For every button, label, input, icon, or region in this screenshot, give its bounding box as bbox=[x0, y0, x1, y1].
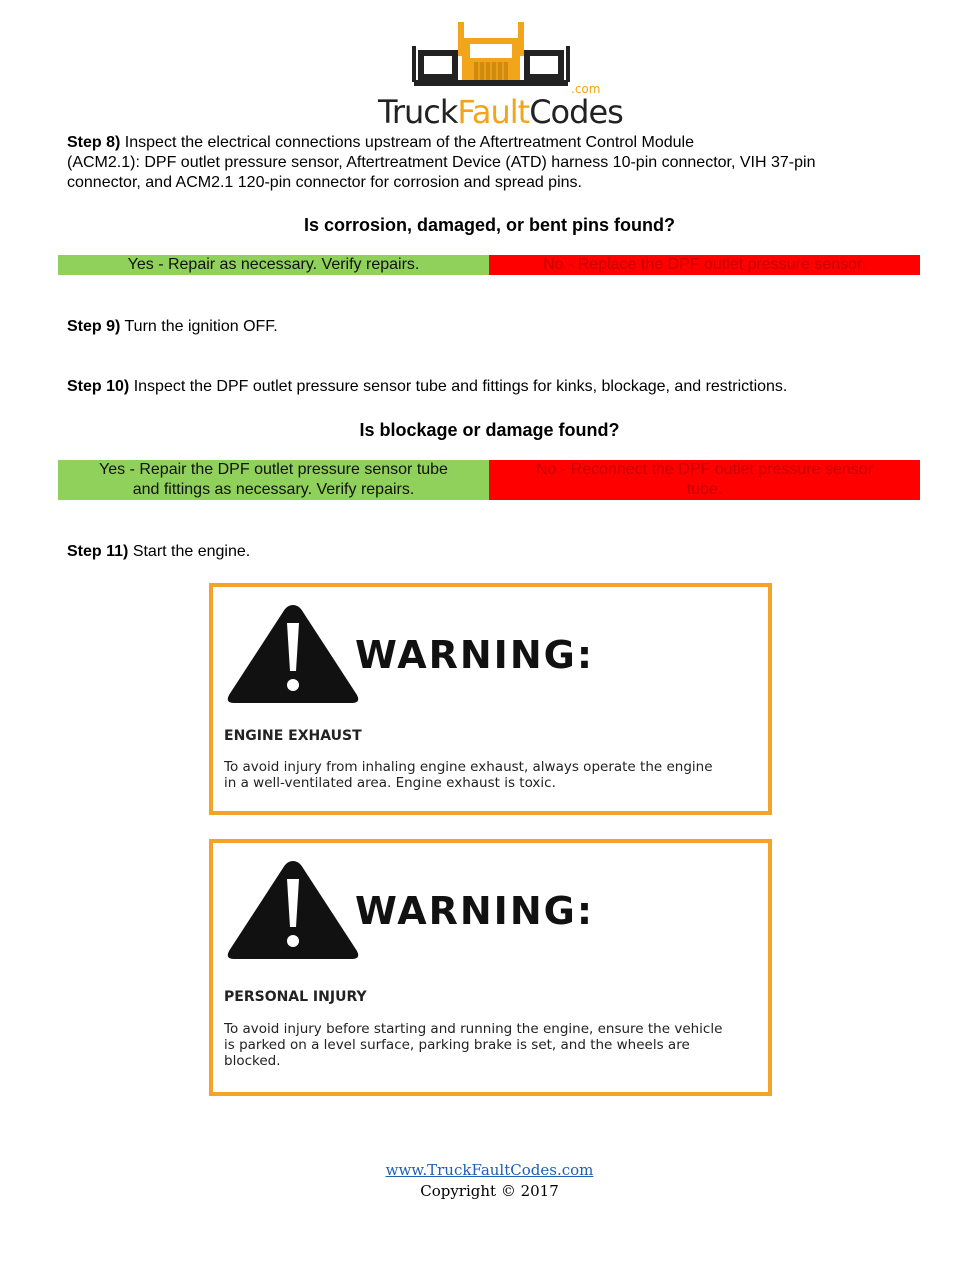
step-10-text: Inspect the DPF outlet pressure sensor tube and fittings for kinks, blockage, and restrictions. bbox=[133, 378, 788, 395]
step-9-paragraph bbox=[67, 317, 927, 337]
answer-2-yes-line-2: and fittings as necessary. Verify repairs. bbox=[132, 481, 415, 498]
warning-1-heading: ENGINE EXHAUST bbox=[224, 728, 362, 744]
answer-1-no: No - Replace the DPF outlet pressure sensor. bbox=[489, 255, 920, 275]
step-11-paragraph bbox=[67, 542, 927, 562]
answer-2-no-line-2: tube. bbox=[686, 481, 723, 498]
warning-2-line-2: is parked on a level surface, parking brake is set, and the wheels are bbox=[224, 1037, 690, 1053]
step-8-line-1: Inspect the electrical connections upstream of the Aftertreatment Control Module bbox=[124, 134, 694, 151]
footer-website-link[interactable]: www.TruckFaultCodes.com bbox=[385, 1161, 594, 1179]
warning-2-title: WARNING: bbox=[355, 889, 595, 933]
footer bbox=[0, 1160, 979, 1202]
warning-2-body bbox=[224, 1021, 754, 1069]
answers-1 bbox=[58, 255, 920, 275]
step-10-label: Step 10) bbox=[67, 378, 130, 395]
warning-triangle-icon bbox=[223, 599, 363, 709]
answers-2 bbox=[58, 460, 920, 500]
question-1: Is corrosion, damaged, or bent pins found? bbox=[303, 215, 676, 235]
step-8-label: Step 8) bbox=[67, 134, 121, 151]
warning-1-line-2: in a well-ventilated area. Engine exhaust is toxic. bbox=[224, 775, 556, 791]
step-10-paragraph bbox=[67, 377, 927, 397]
step-11-label: Step 11) bbox=[67, 543, 129, 560]
step-8-paragraph bbox=[67, 133, 927, 193]
answer-2-yes bbox=[58, 460, 489, 500]
truck-fault-codes-logo bbox=[378, 18, 623, 131]
warning-1-body bbox=[224, 759, 754, 791]
answer-2-no bbox=[489, 460, 920, 500]
answer-2-yes-line-1: Yes - Repair the DPF outlet pressure sensor tube bbox=[99, 461, 448, 478]
warning-triangle-icon bbox=[223, 855, 363, 965]
footer-copyright: Copyright © 2017 bbox=[420, 1182, 559, 1200]
question-2: Is blockage or damage found? bbox=[359, 420, 620, 440]
warning-2-heading: PERSONAL INJURY bbox=[224, 989, 367, 1005]
step-8-line-2: (ACM2.1): DPF outlet pressure sensor, Aftertreatment Device (ATD) harness 10-pin connector, VIH 37-pin bbox=[67, 154, 816, 171]
warning-1-title: WARNING: bbox=[355, 633, 595, 677]
step-11-text: Start the engine. bbox=[132, 543, 251, 560]
warning-2-line-3: blocked. bbox=[224, 1053, 281, 1069]
step-8-line-3: connector, and ACM2.1 120-pin connector for corrosion and spread pins. bbox=[67, 174, 582, 191]
logo-suffix: .com bbox=[571, 82, 601, 96]
answer-1-yes: Yes - Repair as necessary. Verify repairs. bbox=[58, 255, 489, 275]
warning-1-line-1: To avoid injury from inhaling engine exhaust, always operate the engine bbox=[224, 759, 713, 775]
answer-2-no-line-1: No - Reconnect the DPF outlet pressure sensor bbox=[535, 461, 874, 478]
step-9-text: Turn the ignition OFF. bbox=[124, 318, 278, 335]
warning-box-engine-exhaust bbox=[209, 583, 772, 815]
warning-2-line-1: To avoid injury before starting and running the engine, ensure the vehicle bbox=[224, 1021, 723, 1037]
logo-wordmark: TruckFaultCodes bbox=[378, 93, 623, 131]
warning-box-personal-injury bbox=[209, 839, 772, 1096]
step-9-label: Step 9) bbox=[67, 318, 121, 335]
